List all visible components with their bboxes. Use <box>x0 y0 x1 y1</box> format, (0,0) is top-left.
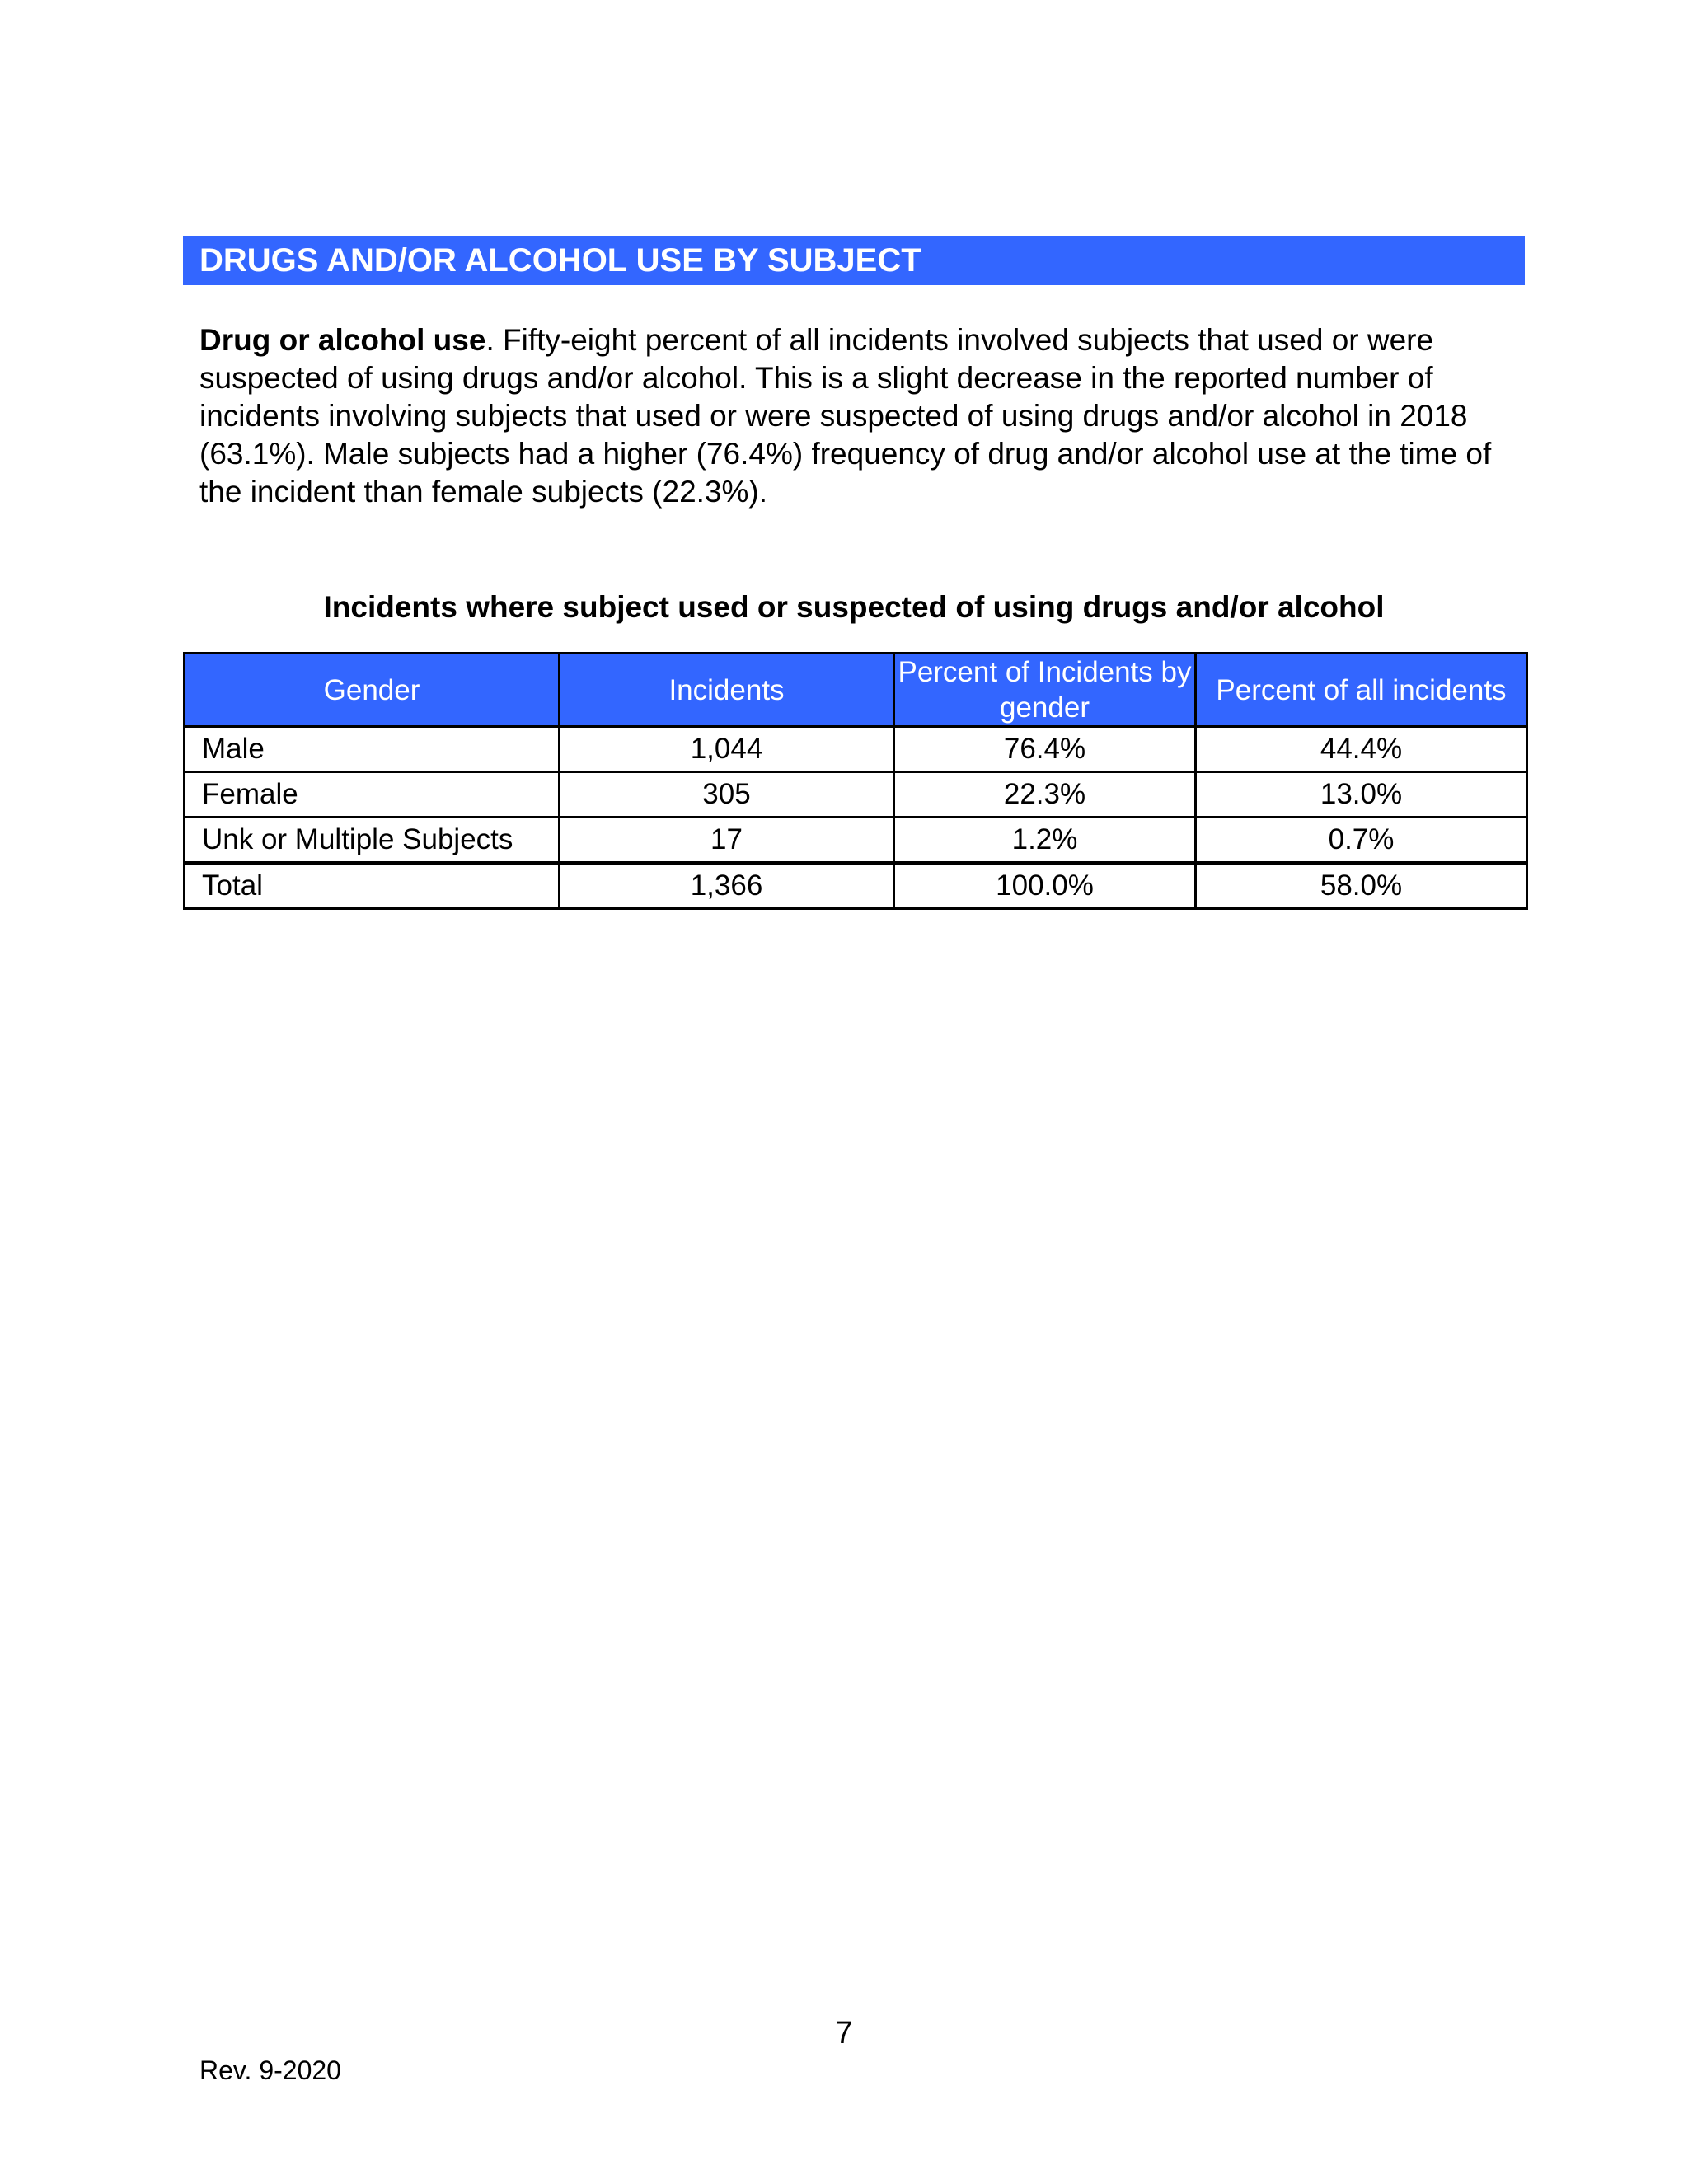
cell-gender: Total <box>185 863 560 909</box>
incidents-table <box>183 652 1528 910</box>
table-total-row <box>185 863 1527 909</box>
body-text: . Fifty-eight percent of all incidents involved subjects that used or were suspected of using drugs and/or alcohol. This is a slight decrease in the reported number of incidents involving subjects that used or were suspected of using drugs and/or alcohol in 2018 (63.1%). Male subjects had a higher (76.4%) frequency of drug and/or alcohol use at the time of the incident than female subjects (22.3%). <box>199 323 1492 509</box>
table-row <box>185 727 1527 772</box>
header-percent-by-gender: Percent of Incidents by gender <box>894 654 1196 727</box>
cell-percent-by-gender: 76.4% <box>894 727 1196 772</box>
cell-incidents: 1,366 <box>560 863 894 909</box>
cell-percent-by-gender: 100.0% <box>894 863 1196 909</box>
cell-incidents: 17 <box>560 818 894 864</box>
page-number: 7 <box>835 2016 853 2050</box>
cell-incidents: 305 <box>560 772 894 818</box>
body-lead: Drug or alcohol use <box>199 323 486 357</box>
section-heading: DRUGS AND/OR ALCOHOL USE BY SUBJECT <box>183 236 1525 285</box>
table-header-row <box>185 654 1527 727</box>
table-row <box>185 818 1527 864</box>
table-title: Incidents where subject used or suspected of using drugs and/or alcohol <box>323 590 1385 624</box>
cell-percent-of-all: 58.0% <box>1196 863 1527 909</box>
cell-gender: Female <box>185 772 560 818</box>
cell-percent-of-all: 13.0% <box>1196 772 1527 818</box>
cell-percent-of-all: 44.4% <box>1196 727 1527 772</box>
cell-gender: Unk or Multiple Subjects <box>185 818 560 864</box>
body-paragraph <box>199 321 1518 511</box>
cell-incidents: 1,044 <box>560 727 894 772</box>
header-gender: Gender <box>185 654 560 727</box>
header-incidents: Incidents <box>560 654 894 727</box>
header-percent-of-all: Percent of all incidents <box>1196 654 1527 727</box>
cell-percent-of-all: 0.7% <box>1196 818 1527 864</box>
revision-note: Rev. 9-2020 <box>199 2055 341 2085</box>
cell-gender: Male <box>185 727 560 772</box>
cell-percent-by-gender: 1.2% <box>894 818 1196 864</box>
cell-percent-by-gender: 22.3% <box>894 772 1196 818</box>
table-row <box>185 772 1527 818</box>
